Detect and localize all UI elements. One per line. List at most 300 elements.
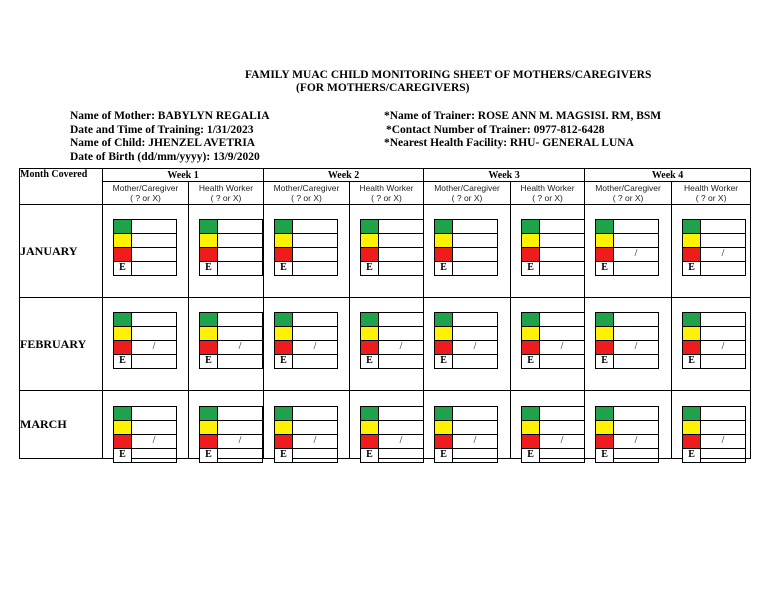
muac-entry-box[interactable]: /	[540, 341, 585, 354]
child-name: Name of Child: JHENZEL AVETRIA	[70, 137, 256, 149]
muac-entry-box[interactable]	[540, 421, 585, 434]
muac-row-e	[199, 448, 263, 463]
muac-row-e	[682, 448, 746, 463]
muac-color-strip	[113, 406, 177, 463]
muac-entry-box[interactable]: /	[379, 435, 424, 448]
muac-row-red	[199, 434, 263, 448]
muac-entry-box[interactable]	[453, 449, 498, 462]
muac-entry-box[interactable]	[132, 421, 177, 434]
muac-row-yellow	[360, 233, 424, 247]
muac-entry-box[interactable]	[614, 421, 659, 434]
muac-entry-box[interactable]	[293, 449, 338, 462]
muac-entry-box[interactable]	[614, 407, 659, 420]
mother-name: Name of Mother: BABYLYN REGALIA	[70, 110, 270, 122]
muac-color-strip	[113, 219, 177, 276]
muac-entry-box[interactable]	[218, 449, 263, 462]
red-swatch	[200, 248, 218, 261]
muac-entry-box[interactable]	[132, 262, 177, 275]
yellow-swatch	[200, 234, 218, 247]
yellow-swatch	[114, 421, 132, 434]
muac-color-strip	[199, 406, 263, 463]
muac-row-green	[434, 219, 498, 233]
muac-row-e	[274, 354, 338, 369]
health-worker-label: Health Worker	[359, 183, 414, 193]
muac-entry-box[interactable]	[132, 220, 177, 233]
red-swatch	[275, 341, 293, 354]
muac-row-e	[360, 448, 424, 463]
yellow-swatch	[683, 421, 701, 434]
muac-entry-box[interactable]	[379, 421, 424, 434]
muac-color-strip	[595, 219, 659, 276]
muac-color-strip	[682, 406, 746, 463]
muac-row-green	[682, 406, 746, 420]
red-swatch	[361, 435, 379, 448]
muac-entry-box[interactable]: /	[293, 341, 338, 354]
muac-cell-january-5[interactable]	[424, 205, 511, 298]
muac-entry-box[interactable]	[218, 234, 263, 247]
muac-entry-box[interactable]: /	[218, 341, 263, 354]
muac-entry-box[interactable]: /	[132, 341, 177, 354]
muac-entry-box[interactable]	[293, 220, 338, 233]
health-worker-label: Health Worker	[520, 183, 575, 193]
month-row-february	[20, 298, 751, 391]
muac-cell-january-4[interactable]	[350, 205, 424, 298]
muac-entry-box[interactable]	[701, 313, 746, 326]
muac-color-strip	[682, 219, 746, 276]
muac-cell-february-6[interactable]	[511, 298, 585, 391]
muac-row-red	[274, 340, 338, 354]
muac-row-e	[521, 354, 585, 369]
muac-entry-box[interactable]	[453, 407, 498, 420]
muac-entry-box[interactable]	[379, 234, 424, 247]
muac-row-yellow	[274, 420, 338, 434]
muac-cell-march-3[interactable]	[264, 391, 350, 459]
red-swatch	[683, 435, 701, 448]
muac-row-red	[521, 434, 585, 448]
muac-row-red	[682, 247, 746, 261]
muac-entry-box[interactable]	[379, 262, 424, 275]
muac-row-red	[434, 434, 498, 448]
muac-cell-january-7[interactable]	[585, 205, 672, 298]
muac-entry-box[interactable]	[293, 407, 338, 420]
muac-color-strip	[434, 219, 498, 276]
e-label: E	[596, 449, 614, 462]
muac-cell-march-4[interactable]	[350, 391, 424, 459]
muac-cell-february-2[interactable]	[189, 298, 264, 391]
muac-cell-january-2[interactable]	[189, 205, 264, 298]
muac-entry-box[interactable]	[614, 355, 659, 368]
monitoring-table	[19, 168, 751, 459]
muac-color-strip	[521, 219, 585, 276]
muac-cell-march-1[interactable]	[103, 391, 189, 459]
muac-entry-box[interactable]	[379, 407, 424, 420]
yellow-swatch	[596, 327, 614, 340]
muac-entry-box[interactable]	[132, 407, 177, 420]
green-swatch	[200, 220, 218, 233]
muac-row-red	[360, 434, 424, 448]
mark-hint-label: ( ? or X)	[695, 193, 727, 203]
muac-cell-march-8[interactable]	[672, 391, 751, 459]
muac-entry-box[interactable]	[132, 248, 177, 261]
yellow-swatch	[435, 327, 453, 340]
muac-row-e	[595, 448, 659, 463]
yellow-swatch	[522, 421, 540, 434]
muac-entry-box[interactable]	[540, 327, 585, 340]
muac-color-strip	[595, 406, 659, 463]
muac-color-strip	[274, 406, 338, 463]
month-row-january	[20, 205, 751, 298]
e-label: E	[435, 449, 453, 462]
yellow-swatch	[275, 327, 293, 340]
muac-entry-box[interactable]	[379, 248, 424, 261]
muac-row-e	[434, 261, 498, 276]
green-swatch	[522, 407, 540, 420]
mark-hint-label: ( ? or X)	[210, 193, 242, 203]
e-label: E	[522, 262, 540, 275]
muac-entry-box[interactable]	[218, 262, 263, 275]
muac-entry-box[interactable]	[614, 327, 659, 340]
muac-entry-box[interactable]: /	[218, 435, 263, 448]
green-swatch	[361, 407, 379, 420]
muac-cell-february-7[interactable]	[585, 298, 672, 391]
muac-row-red	[434, 340, 498, 354]
muac-entry-box[interactable]	[379, 449, 424, 462]
green-swatch	[275, 407, 293, 420]
muac-row-e	[360, 261, 424, 276]
muac-row-red	[521, 247, 585, 261]
muac-entry-box[interactable]	[293, 262, 338, 275]
title-line-2: (FOR MOTHERS/CAREGIVERS)	[296, 82, 470, 94]
muac-entry-box[interactable]	[453, 355, 498, 368]
muac-row-yellow	[360, 420, 424, 434]
muac-entry-box[interactable]	[701, 407, 746, 420]
muac-color-strip	[360, 219, 424, 276]
muac-entry-box[interactable]: /	[379, 341, 424, 354]
muac-entry-box[interactable]	[540, 449, 585, 462]
green-swatch	[522, 220, 540, 233]
muac-entry-box[interactable]	[614, 449, 659, 462]
muac-row-green	[360, 406, 424, 420]
muac-entry-box[interactable]	[379, 327, 424, 340]
muac-entry-box[interactable]	[540, 248, 585, 261]
week-1-worker-subheader	[189, 182, 264, 205]
muac-cell-february-8[interactable]	[672, 298, 751, 391]
red-swatch	[596, 248, 614, 261]
muac-color-strip	[360, 312, 424, 369]
muac-entry-box[interactable]	[453, 327, 498, 340]
mother-caregiver-label: Mother/Caregiver	[273, 183, 340, 193]
muac-entry-box[interactable]	[614, 234, 659, 247]
muac-row-e	[682, 261, 746, 276]
e-label: E	[200, 449, 218, 462]
muac-entry-box[interactable]	[293, 313, 338, 326]
week-3-worker-subheader	[511, 182, 585, 205]
muac-entry-box[interactable]	[701, 449, 746, 462]
muac-entry-box[interactable]	[218, 407, 263, 420]
muac-row-red	[274, 434, 338, 448]
muac-cell-january-8[interactable]	[672, 205, 751, 298]
muac-entry-box[interactable]	[453, 248, 498, 261]
muac-color-strip	[274, 312, 338, 369]
muac-cell-january-6[interactable]	[511, 205, 585, 298]
week-3-mother-subheader	[424, 182, 511, 205]
muac-entry-box[interactable]	[453, 421, 498, 434]
red-swatch	[596, 435, 614, 448]
muac-entry-box[interactable]	[540, 234, 585, 247]
muac-entry-box[interactable]: /	[701, 435, 746, 448]
muac-entry-box[interactable]	[132, 234, 177, 247]
e-label: E	[522, 355, 540, 368]
muac-row-yellow	[199, 233, 263, 247]
muac-row-green	[360, 312, 424, 326]
muac-color-strip	[113, 312, 177, 369]
muac-row-red	[434, 247, 498, 261]
muac-entry-box[interactable]	[614, 313, 659, 326]
muac-row-green	[521, 312, 585, 326]
muac-entry-box[interactable]	[701, 421, 746, 434]
yellow-swatch	[275, 421, 293, 434]
muac-entry-box[interactable]	[218, 220, 263, 233]
e-label: E	[275, 449, 293, 462]
muac-cell-february-3[interactable]	[264, 298, 350, 391]
muac-entry-box[interactable]	[453, 262, 498, 275]
week-4-header: Week 4	[585, 169, 751, 182]
red-swatch	[435, 435, 453, 448]
muac-row-yellow	[595, 233, 659, 247]
muac-color-strip	[199, 312, 263, 369]
muac-row-yellow	[595, 420, 659, 434]
date-of-birth: Date of Birth (dd/mm/yyyy): 13/9/2020	[70, 150, 260, 163]
muac-entry-box[interactable]	[453, 220, 498, 233]
e-label: E	[200, 262, 218, 275]
e-label: E	[200, 355, 218, 368]
muac-entry-box[interactable]	[540, 313, 585, 326]
health-worker-label: Health Worker	[198, 183, 254, 193]
muac-entry-box[interactable]	[453, 313, 498, 326]
green-swatch	[275, 313, 293, 326]
muac-entry-box[interactable]: /	[701, 248, 746, 261]
training-date: Date and Time of Training: 1/31/2023	[70, 123, 254, 136]
e-label: E	[435, 355, 453, 368]
trainer-info	[384, 110, 661, 151]
muac-row-green	[360, 219, 424, 233]
muac-entry-box[interactable]	[132, 313, 177, 326]
muac-entry-box[interactable]	[293, 355, 338, 368]
red-swatch	[435, 248, 453, 261]
yellow-swatch	[114, 234, 132, 247]
muac-cell-february-5[interactable]	[424, 298, 511, 391]
trainer-name: *Name of Trainer: ROSE ANN M. MAGSISI. RM, BSM	[384, 110, 662, 122]
red-swatch	[522, 341, 540, 354]
muac-row-yellow	[521, 420, 585, 434]
red-swatch	[200, 341, 218, 354]
muac-row-yellow	[521, 326, 585, 340]
muac-cell-february-1[interactable]	[103, 298, 189, 391]
e-label: E	[361, 262, 379, 275]
red-swatch	[114, 248, 132, 261]
muac-row-red	[274, 247, 338, 261]
green-swatch	[114, 220, 132, 233]
muac-row-e	[113, 261, 177, 276]
green-swatch	[114, 313, 132, 326]
muac-row-green	[199, 406, 263, 420]
month-row-march	[20, 391, 751, 459]
red-swatch	[683, 341, 701, 354]
month-covered-header: Month Covered	[20, 169, 103, 205]
muac-row-yellow	[595, 326, 659, 340]
health-worker-label: Health Worker	[683, 183, 739, 193]
muac-entry-box[interactable]: /	[614, 341, 659, 354]
muac-row-yellow	[113, 326, 177, 340]
muac-cell-february-4[interactable]	[350, 298, 424, 391]
yellow-swatch	[435, 421, 453, 434]
week-1-mother-subheader	[103, 182, 189, 205]
muac-row-red	[113, 434, 177, 448]
muac-entry-box[interactable]	[379, 313, 424, 326]
e-label: E	[596, 355, 614, 368]
muac-row-green	[682, 219, 746, 233]
green-swatch	[522, 313, 540, 326]
muac-row-e	[521, 261, 585, 276]
green-swatch	[361, 220, 379, 233]
muac-entry-box[interactable]	[132, 327, 177, 340]
muac-row-yellow	[682, 420, 746, 434]
red-swatch	[361, 341, 379, 354]
muac-row-e	[199, 261, 263, 276]
muac-entry-box[interactable]	[540, 355, 585, 368]
muac-entry-box[interactable]	[540, 220, 585, 233]
e-label: E	[683, 449, 701, 462]
muac-entry-box[interactable]	[379, 355, 424, 368]
muac-entry-box[interactable]: /	[701, 341, 746, 354]
muac-entry-box[interactable]	[132, 355, 177, 368]
muac-row-green	[274, 312, 338, 326]
green-swatch	[596, 407, 614, 420]
yellow-swatch	[361, 421, 379, 434]
muac-row-yellow	[360, 326, 424, 340]
muac-entry-box[interactable]	[540, 407, 585, 420]
muac-entry-box[interactable]: /	[540, 435, 585, 448]
muac-row-red	[199, 247, 263, 261]
yellow-swatch	[275, 234, 293, 247]
green-swatch	[361, 313, 379, 326]
muac-row-red	[360, 340, 424, 354]
muac-entry-box[interactable]	[701, 262, 746, 275]
muac-color-strip	[434, 312, 498, 369]
yellow-swatch	[683, 327, 701, 340]
yellow-swatch	[361, 327, 379, 340]
muac-cell-march-5[interactable]	[424, 391, 511, 459]
muac-row-e	[199, 354, 263, 369]
muac-entry-box[interactable]	[614, 262, 659, 275]
muac-row-e	[521, 448, 585, 463]
muac-entry-box[interactable]	[701, 220, 746, 233]
muac-row-e	[274, 448, 338, 463]
muac-entry-box[interactable]	[701, 355, 746, 368]
muac-entry-box[interactable]: /	[453, 341, 498, 354]
muac-entry-box[interactable]: /	[614, 435, 659, 448]
muac-entry-box[interactable]	[218, 355, 263, 368]
muac-row-red	[113, 340, 177, 354]
mother-caregiver-label: Mother/Caregiver	[434, 183, 500, 193]
yellow-swatch	[435, 234, 453, 247]
muac-row-e	[113, 448, 177, 463]
yellow-swatch	[683, 234, 701, 247]
red-swatch	[275, 435, 293, 448]
red-swatch	[275, 248, 293, 261]
muac-entry-box[interactable]	[218, 248, 263, 261]
muac-cell-march-6[interactable]	[511, 391, 585, 459]
muac-row-green	[199, 312, 263, 326]
e-label: E	[275, 262, 293, 275]
week-1-header: Week 1	[103, 169, 264, 182]
muac-row-green	[113, 219, 177, 233]
e-label: E	[683, 355, 701, 368]
muac-cell-january-1[interactable]	[103, 205, 189, 298]
muac-entry-box[interactable]	[540, 262, 585, 275]
muac-entry-box[interactable]	[218, 421, 263, 434]
trainer-contact: *Contact Number of Trainer: 0977-812-6428	[386, 123, 605, 136]
muac-entry-box[interactable]	[701, 327, 746, 340]
e-label: E	[275, 355, 293, 368]
muac-row-e	[595, 354, 659, 369]
muac-entry-box[interactable]: /	[453, 435, 498, 448]
yellow-swatch	[596, 421, 614, 434]
muac-entry-box[interactable]	[218, 313, 263, 326]
muac-entry-box[interactable]: /	[293, 435, 338, 448]
e-label: E	[361, 449, 379, 462]
muac-entry-box[interactable]	[293, 234, 338, 247]
muac-entry-box[interactable]	[218, 327, 263, 340]
muac-row-e	[434, 448, 498, 463]
e-label: E	[435, 262, 453, 275]
muac-row-red	[595, 434, 659, 448]
subheader-row	[20, 182, 751, 205]
muac-row-yellow	[113, 420, 177, 434]
muac-cell-march-2[interactable]	[189, 391, 264, 459]
muac-color-strip	[521, 312, 585, 369]
muac-entry-box[interactable]	[453, 234, 498, 247]
muac-cell-january-3[interactable]	[264, 205, 350, 298]
red-swatch	[596, 341, 614, 354]
muac-row-green	[113, 312, 177, 326]
e-label: E	[683, 262, 701, 275]
muac-entry-box[interactable]: /	[614, 248, 659, 261]
muac-entry-box[interactable]	[614, 220, 659, 233]
muac-row-green	[434, 406, 498, 420]
muac-color-strip	[595, 312, 659, 369]
muac-row-green	[199, 219, 263, 233]
green-swatch	[435, 313, 453, 326]
muac-entry-box[interactable]	[293, 248, 338, 261]
muac-row-green	[434, 312, 498, 326]
mark-hint-label: ( ? or X)	[532, 193, 563, 203]
muac-entry-box[interactable]	[293, 327, 338, 340]
muac-entry-box[interactable]	[132, 449, 177, 462]
green-swatch	[200, 407, 218, 420]
month-label: MARCH	[20, 391, 103, 459]
muac-entry-box[interactable]	[293, 421, 338, 434]
muac-entry-box[interactable]	[701, 234, 746, 247]
muac-row-e	[274, 261, 338, 276]
muac-entry-box[interactable]: /	[132, 435, 177, 448]
e-label: E	[361, 355, 379, 368]
muac-entry-box[interactable]	[379, 220, 424, 233]
green-swatch	[683, 220, 701, 233]
yellow-swatch	[522, 327, 540, 340]
muac-cell-march-7[interactable]	[585, 391, 672, 459]
muac-row-green	[521, 406, 585, 420]
